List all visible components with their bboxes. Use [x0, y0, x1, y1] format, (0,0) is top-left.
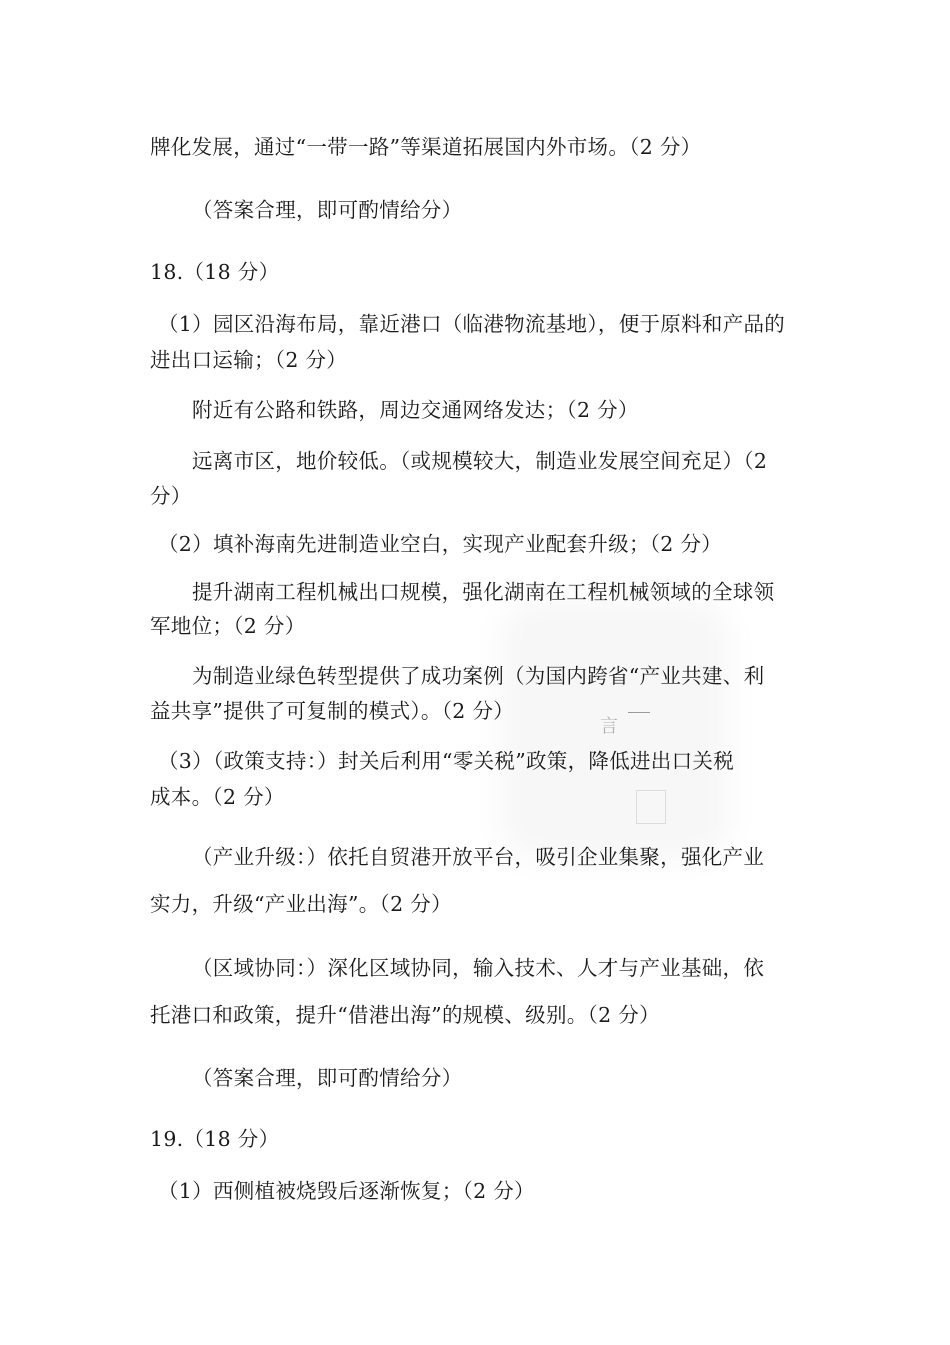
q18-part1-line1: （1）园区沿海布局，靠近港口（临港物流基地），便于原料和产品的	[158, 312, 786, 336]
grading-note-2: （答案合理，即可酌情给分）	[192, 1066, 463, 1090]
q18-part1-line3: 附近有公路和铁路，周边交通网络发达；（2 分）	[192, 398, 639, 422]
q18-part1-line2: 进出口运输；（2 分）	[150, 348, 348, 372]
q18-part3-line6: 托港口和政策，提升“借港出海”的规模、级别。（2 分）	[150, 1003, 660, 1027]
q18-part2-line1: （2）填补海南先进制造业空白，实现产业配套升级；（2 分）	[158, 532, 723, 556]
question-19-heading: 19.（18 分）	[150, 1127, 280, 1151]
q18-part3-line5: （区域协同：）深化区域协同，输入技术、人才与产业基础，依	[192, 956, 765, 980]
q18-part1-line5: 分）	[150, 484, 192, 508]
q18-part1-line4: 远离市区，地价较低。（或规模较大，制造业发展空间充足）（2	[192, 449, 768, 473]
stamp-remnant: 言	[600, 716, 618, 737]
stamp-box	[636, 790, 666, 824]
question-18-heading: 18.（18 分）	[150, 260, 280, 284]
text-line-1: 牌化发展，通过“一带一路”等渠道拓展国内外市场。（2 分）	[150, 135, 702, 159]
q19-part1-line1: （1）西侧植被烧毁后逐渐恢复；（2 分）	[158, 1179, 535, 1203]
q18-part2-line3: 军地位；（2 分）	[150, 614, 306, 638]
stamp-dash	[628, 712, 650, 713]
q18-part3-line2: 成本。（2 分）	[150, 785, 285, 809]
q18-part3-line3: （产业升级：）依托自贸港开放平台，吸引企业集聚，强化产业	[192, 845, 765, 869]
q18-part2-line2: 提升湖南工程机械出口规模，强化湖南在工程机械领域的全球领	[192, 580, 775, 604]
q18-part3-line4: 实力，升级“产业出海”。（2 分）	[150, 892, 452, 916]
q18-part2-line4: 为制造业绿色转型提供了成功案例（为国内跨省“产业共建、利	[192, 664, 765, 688]
q18-part3-line1: （3）（政策支持：）封关后利用“零关税”政策，降低进出口关税	[158, 749, 735, 773]
q18-part2-line5: 益共享”提供了可复制的模式）。（2 分）	[150, 699, 515, 723]
grading-note-1: （答案合理，即可酌情给分）	[192, 198, 463, 222]
